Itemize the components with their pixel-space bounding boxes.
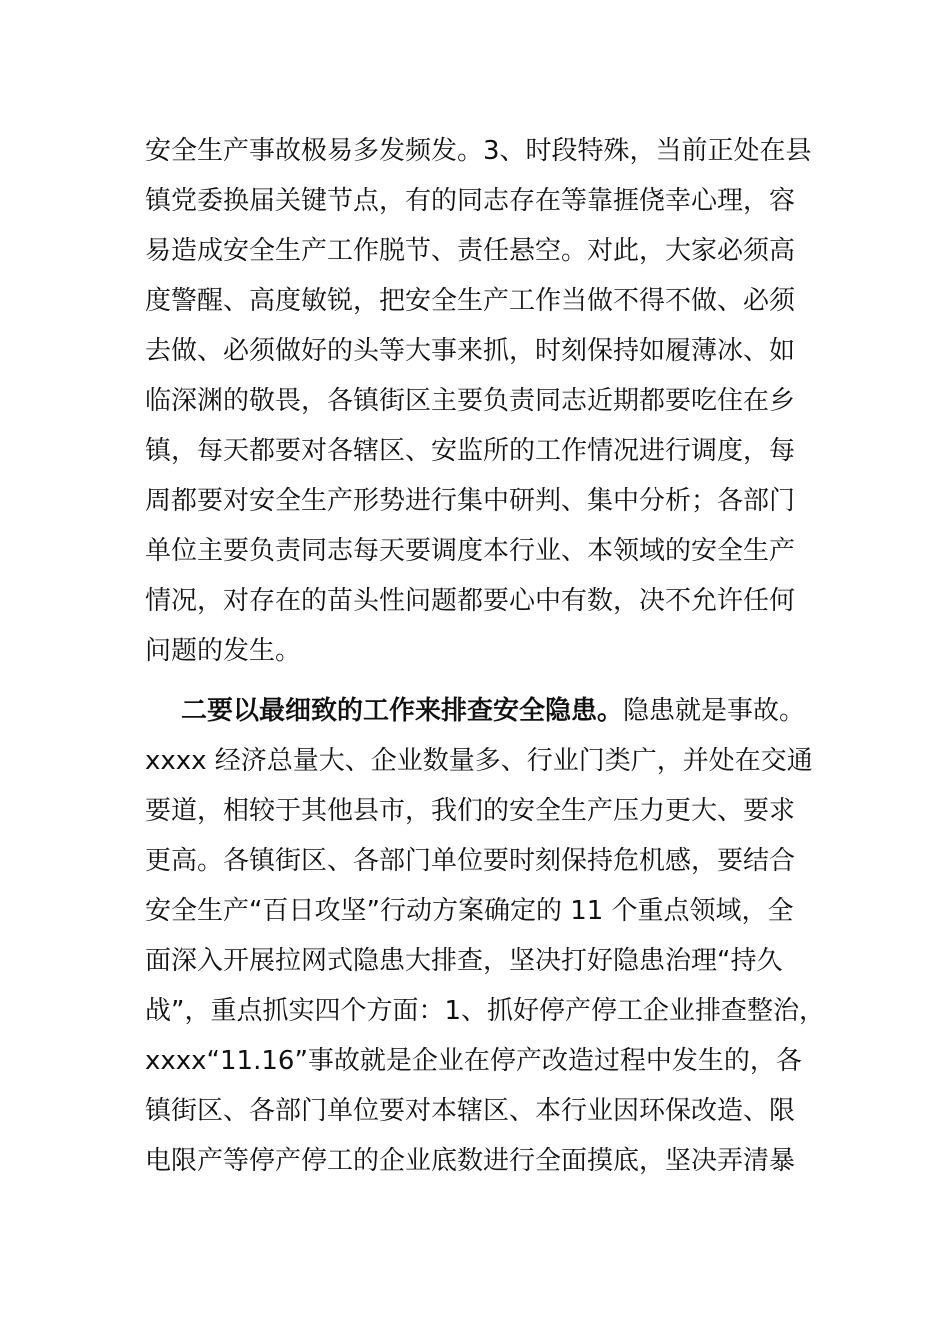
paragraph-2-first-line [145, 686, 815, 736]
paragraph-1-line: 单位主要负责同志每天要调度本行业、本领域的安全生产 [145, 536, 796, 566]
paragraph-2-lead: 隐患就是事故。 [623, 696, 806, 726]
paragraph-1-line: 问题的发生。 [145, 636, 302, 666]
paragraph-2-line: 战”，重点抓实四个方面：1、抓好停产停工企业排查整治， [145, 996, 826, 1026]
paragraph-2-line: 要道，相较于其他县市，我们的安全生产压力更大、要求 [145, 796, 796, 826]
paragraph-1-line: 周都要对安全生产形势进行集中研判、集中分析；各部门 [145, 486, 796, 516]
paragraph-1-line: 安全生产事故极易多发频发。3、时段特殊，当前正处在县 [145, 136, 812, 166]
paragraph-1-line: 临深渊的敬畏，各镇街区主要负责同志近期都要吃住在乡 [145, 386, 796, 416]
paragraph-1-line: 去做、必须做好的头等大事来抓，时刻保持如履薄冰、如 [145, 336, 796, 366]
paragraph-1 [145, 126, 815, 676]
paragraph-2-line: 电限产等停产停工的企业底数进行全面摸底，坚决弄清暴 [145, 1146, 796, 1176]
paragraph-1-line: 镇党委换届关键节点，有的同志存在等靠捱侥幸心理，容 [145, 186, 796, 216]
paragraph-2-line: 镇街区、各部门单位要对本辖区、本行业因环保改造、限 [145, 1096, 796, 1126]
paragraph-2-line: xxxx 经济总量大、企业数量多、行业门类广，并处在交通 [145, 746, 813, 776]
paragraph-1-line: 镇，每天都要对各辖区、安监所的工作情况进行调度，每 [145, 436, 796, 466]
paragraph-2 [145, 686, 826, 1186]
paragraph-2-line: 更高。各镇街区、各部门单位要时刻保持危机感，要结合 [145, 846, 796, 876]
paragraph-1-line: 情况，对存在的苗头性问题都要心中有数，决不允许任何 [145, 586, 796, 616]
paragraph-2-heading: 二要以最细致的工作来排查安全隐患。 [181, 696, 624, 726]
paragraph-1-line: 易造成安全生产工作脱节、责任悬空。对此，大家必须高 [145, 236, 796, 266]
paragraph-2-line: 面深入开展拉网式隐患大排查，坚决打好隐患治理“持久 [145, 946, 783, 976]
paragraph-2-line: 安全生产“百日攻坚”行动方案确定的 11 个重点领域，全 [145, 896, 794, 926]
paragraph-2-line: xxxx“11.16”事故就是企业在停产改造过程中发生的，各 [145, 1046, 802, 1076]
paragraph-1-line: 度警醒、高度敏锐，把安全生产工作当做不得不做、必须 [145, 286, 796, 316]
